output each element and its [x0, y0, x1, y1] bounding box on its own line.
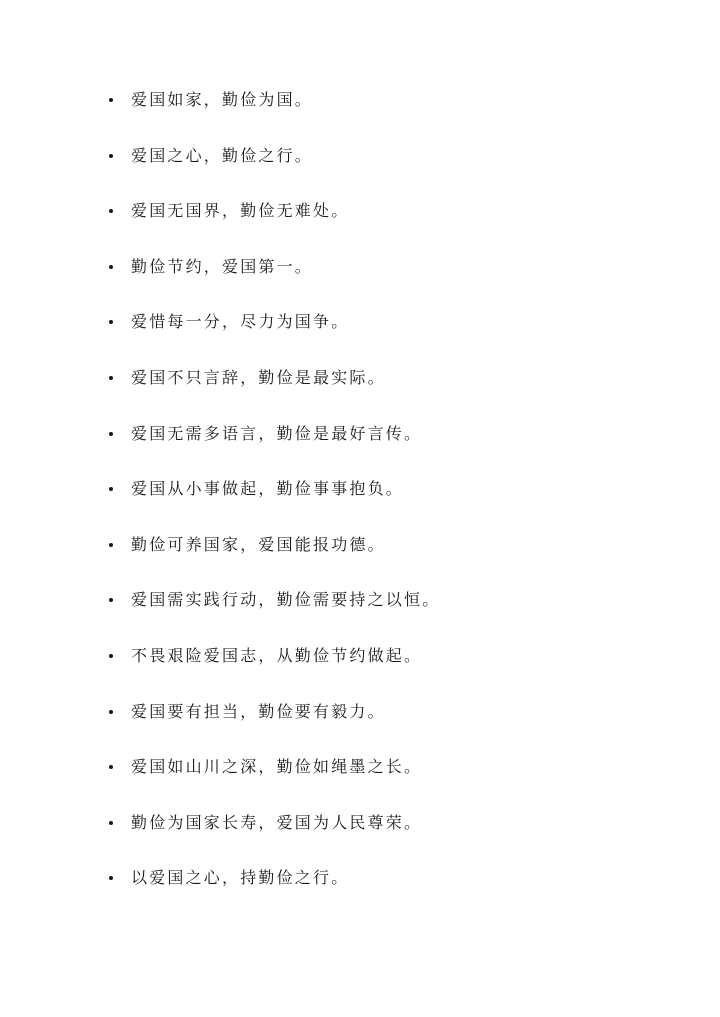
bullet-icon [109, 876, 113, 880]
slogan-text: 爱国无国界，勤俭无难处。 [131, 201, 350, 221]
list-item [0, 529, 720, 585]
list-item [0, 696, 720, 752]
bullet-icon [109, 432, 113, 436]
list-item [0, 640, 720, 696]
slogan-list [0, 84, 720, 918]
bullet-icon [109, 487, 113, 491]
slogan-text: 爱国不只言辞，勤俭是最实际。 [131, 367, 386, 387]
list-item [0, 140, 720, 196]
slogan-text: 以爱国之心，持勤俭之行。 [131, 868, 350, 888]
bullet-icon [109, 209, 113, 213]
list-item [0, 473, 720, 529]
bullet-icon [109, 543, 113, 547]
list-item [0, 584, 720, 640]
list-item [0, 418, 720, 474]
list-item [0, 251, 720, 307]
bullet-icon [109, 654, 113, 658]
list-item [0, 195, 720, 251]
bullet-icon [109, 265, 113, 269]
bullet-icon [109, 320, 113, 324]
slogan-text: 爱国如山川之深，勤俭如绳墨之长。 [131, 757, 423, 777]
list-item [0, 807, 720, 863]
slogan-text: 爱国要有担当，勤俭要有毅力。 [131, 701, 386, 721]
slogan-text: 勤俭为国家长寿，爱国为人民尊荣。 [131, 812, 423, 832]
list-item [0, 362, 720, 418]
slogan-text: 爱国之心，勤俭之行。 [131, 145, 314, 165]
bullet-icon [109, 710, 113, 714]
bullet-icon [109, 765, 113, 769]
slogan-text: 爱国从小事做起，勤俭事事抱负。 [131, 479, 405, 499]
list-item [0, 306, 720, 362]
bullet-icon [109, 98, 113, 102]
list-item [0, 751, 720, 807]
bullet-icon [109, 821, 113, 825]
slogan-text: 爱国需实践行动，勤俭需要持之以恒。 [131, 590, 441, 610]
slogan-text: 爱国无需多语言，勤俭是最好言传。 [131, 423, 423, 443]
list-item [0, 84, 720, 140]
slogan-text: 不畏艰险爱国志，从勤俭节约做起。 [131, 645, 423, 665]
bullet-icon [109, 154, 113, 158]
slogan-text: 爱国如家，勤俭为国。 [131, 90, 314, 109]
bullet-icon [109, 376, 113, 380]
bullet-icon [109, 598, 113, 602]
slogan-text: 勤俭可养国家，爱国能报功德。 [131, 534, 386, 554]
list-item [0, 862, 720, 918]
slogan-text: 爱惜每一分，尽力为国争。 [131, 312, 350, 332]
slogan-text: 勤俭节约，爱国第一。 [131, 256, 314, 276]
